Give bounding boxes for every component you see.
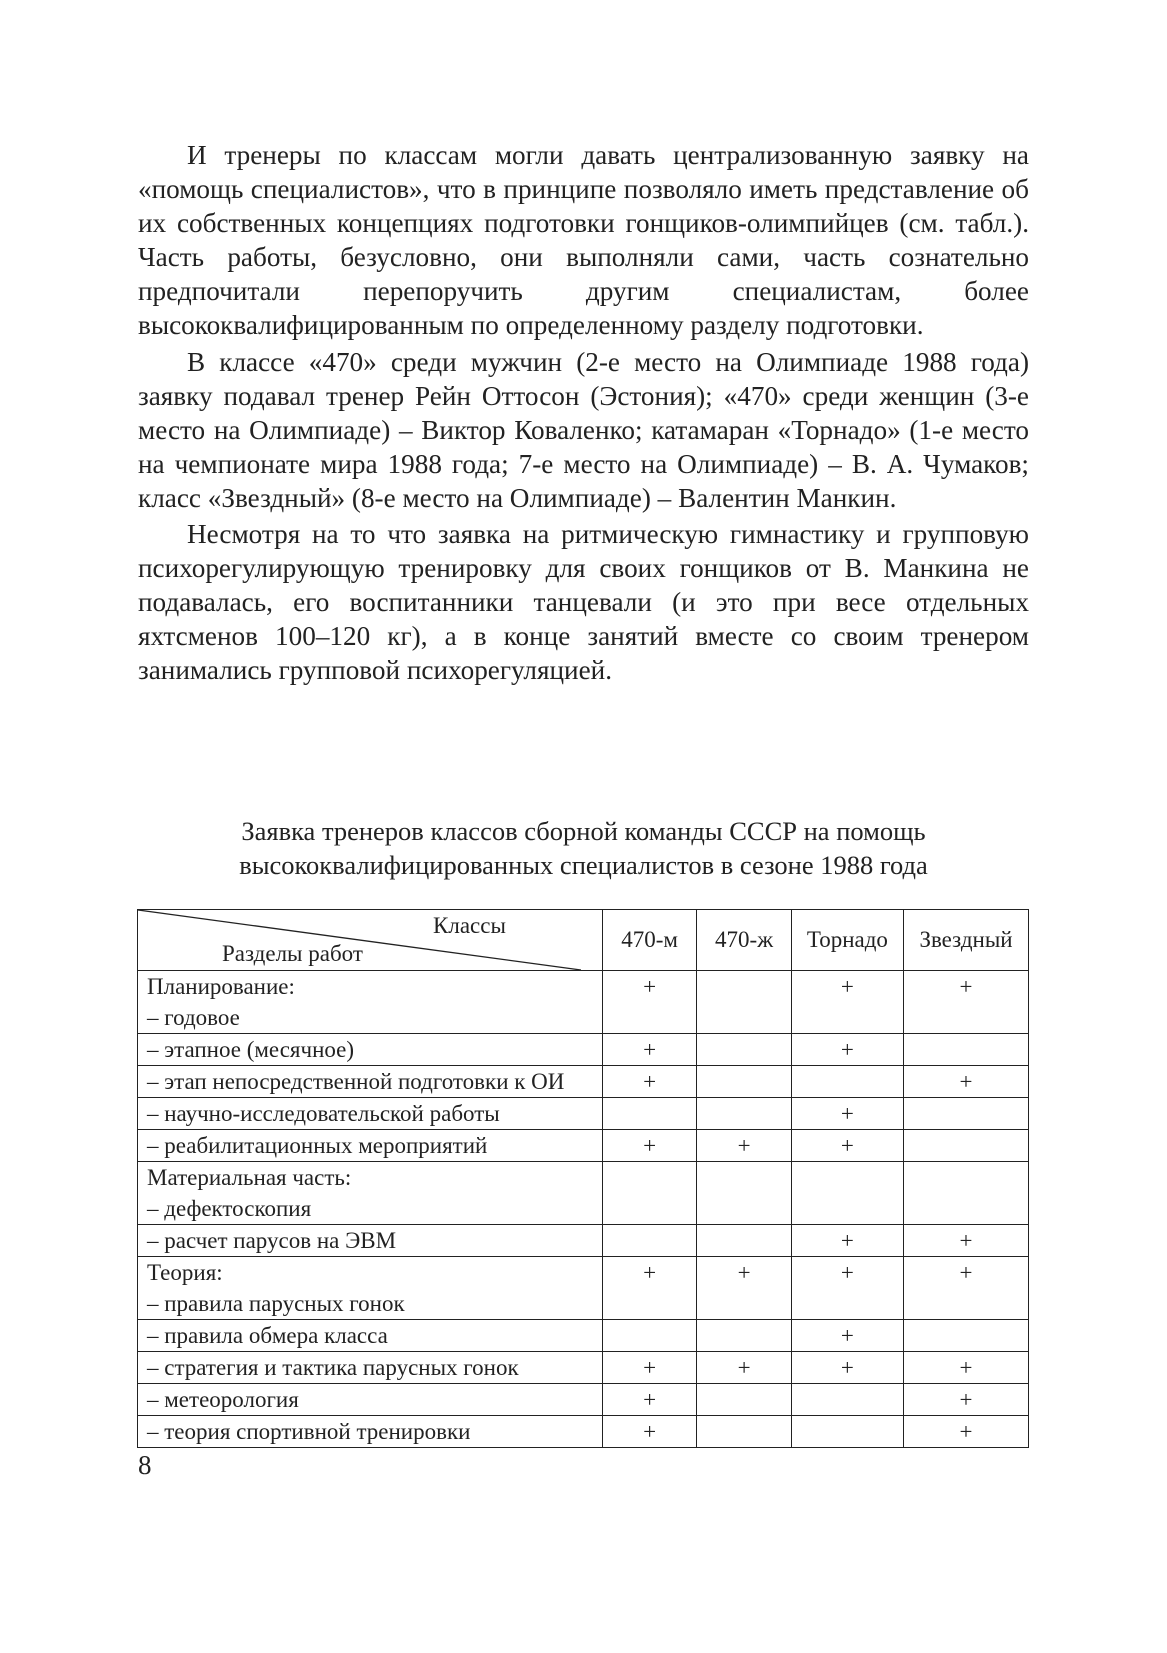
column-header: Звездный: [904, 910, 1029, 971]
plus-mark: +: [840, 1101, 854, 1126]
caption-line-1: Заявка тренеров классов сборной команды СССР на помощь: [241, 816, 926, 846]
header-sections: Разделы работ: [222, 941, 363, 966]
plus-mark: +: [840, 1323, 854, 1348]
mark-cell: [904, 1162, 1029, 1225]
mark-cell: [791, 1384, 903, 1416]
mark-cell: [791, 1034, 903, 1066]
column-header: Торнадо: [791, 910, 903, 971]
mark-cell: [904, 1352, 1029, 1384]
section-label-cell: [138, 1257, 603, 1320]
mark-cell: [791, 1130, 903, 1162]
plus-mark: +: [840, 1133, 854, 1158]
plus-mark: +: [643, 1260, 657, 1285]
mark-cell: [602, 971, 696, 1034]
mark-cell: [602, 1066, 696, 1098]
plus-mark: +: [840, 1037, 854, 1062]
work-sections-table: [137, 909, 1029, 1448]
mark-cell: [791, 1162, 903, 1225]
plus-mark: +: [643, 1069, 657, 1094]
table-row: [138, 1257, 1029, 1320]
diagonal-header-cell: [138, 910, 603, 971]
plus-mark: +: [840, 974, 854, 999]
table-row: [138, 1130, 1029, 1162]
section-label-line: – правила парусных гонок: [147, 1291, 405, 1316]
plus-mark: +: [959, 1355, 973, 1380]
section-label-line: – дефектоскопия: [147, 1196, 312, 1221]
plus-mark: +: [737, 1260, 751, 1285]
mark-cell: [904, 1416, 1029, 1448]
page-number: 8: [138, 1450, 152, 1480]
plus-mark: +: [959, 1228, 973, 1253]
table-row: [138, 1416, 1029, 1448]
mark-cell: [791, 971, 903, 1034]
section-label-line: – годовое: [147, 1005, 240, 1030]
mark-cell: [697, 1416, 791, 1448]
section-label-line: – научно-исследовательской работы: [147, 1101, 500, 1126]
section-label-line: – метеорология: [147, 1387, 299, 1412]
table-row: [138, 971, 1029, 1034]
section-label-line: – этапное (месячное): [147, 1037, 355, 1062]
plus-mark: +: [643, 1133, 657, 1158]
table-row: [138, 1034, 1029, 1066]
plus-mark: +: [643, 1387, 657, 1412]
mark-cell: [904, 1098, 1029, 1130]
mark-cell: [697, 1034, 791, 1066]
header-classes: Классы: [433, 913, 506, 938]
plus-mark: +: [643, 1419, 657, 1444]
section-label-line: Планирование:: [147, 974, 295, 999]
mark-cell: [697, 1130, 791, 1162]
column-header: 470-м: [602, 910, 696, 971]
section-label-cell: [138, 1320, 603, 1352]
plus-mark: +: [959, 974, 973, 999]
section-label-cell: [138, 1416, 603, 1448]
plus-mark: +: [737, 1133, 751, 1158]
paragraph-3: Несмотря на то что заявка на ритмическую гимнастику и групповую психорегулирующую тренировку для своих гонщиков от В. Манкина не подавалась, его воспитанники танцевали (и это при весе отдельных яхтсменов 100–120 кг), а в конце занятий вместе со своим тренером занимались групповой психорегуляцией.: [138, 519, 1029, 686]
plus-mark: +: [737, 1355, 751, 1380]
table-body: [138, 971, 1029, 1448]
mark-cell: [791, 1416, 903, 1448]
body-text: [138, 138, 1029, 690]
section-label-cell: [138, 1066, 603, 1098]
mark-cell: [602, 1416, 696, 1448]
mark-cell: [791, 1098, 903, 1130]
mark-cell: [697, 1352, 791, 1384]
column-header: 470-ж: [697, 910, 791, 971]
plus-mark: +: [643, 1037, 657, 1062]
mark-cell: [602, 1352, 696, 1384]
mark-cell: [697, 971, 791, 1034]
section-label-line: – расчет парусов на ЭВМ: [147, 1228, 397, 1253]
mark-cell: [697, 1162, 791, 1225]
section-label-line: – реабилитационных мероприятий: [147, 1133, 488, 1158]
section-label-cell: [138, 1352, 603, 1384]
mark-cell: [602, 1384, 696, 1416]
paragraph-2: В классе «470» среди мужчин (2-е место на Олимпиаде 1988 года) заявку подавал тренер Рейн Оттосон (Эстония); «470» среди женщин (3-е место на Олимпиаде) – Виктор Коваленко; катамаран «Торнадо» (1-е место на чемпионате мира 1988 года; 7-е место на Олимпиаде) – В. А. Чумаков; класс «Звездный» (8-е место на Олимпиаде) – Валентин Манкин.: [138, 346, 1029, 513]
section-label-line: Теория:: [147, 1260, 223, 1285]
section-label-cell: [138, 1098, 603, 1130]
plus-mark: +: [840, 1228, 854, 1253]
mark-cell: [904, 1034, 1029, 1066]
mark-cell: [697, 1257, 791, 1320]
mark-cell: [904, 1257, 1029, 1320]
table-row: [138, 1352, 1029, 1384]
mark-cell: [602, 1257, 696, 1320]
plus-mark: +: [959, 1069, 973, 1094]
mark-cell: [697, 1384, 791, 1416]
mark-cell: [791, 1225, 903, 1257]
caption-line-2: высококвалифицированных специалистов в сезоне 1988 года: [239, 850, 928, 880]
mark-cell: [602, 1320, 696, 1352]
table-row: [138, 1098, 1029, 1130]
mark-cell: [697, 1098, 791, 1130]
mark-cell: [904, 1130, 1029, 1162]
mark-cell: [697, 1320, 791, 1352]
mark-cell: [602, 1225, 696, 1257]
table-row: [138, 1384, 1029, 1416]
section-label-line: – теория спортивной тренировки: [147, 1419, 471, 1444]
section-label-cell: [138, 1384, 603, 1416]
mark-cell: [791, 1257, 903, 1320]
table-row: [138, 1066, 1029, 1098]
section-label-cell: [138, 1225, 603, 1257]
mark-cell: [904, 1384, 1029, 1416]
mark-cell: [791, 1320, 903, 1352]
plus-mark: +: [959, 1419, 973, 1444]
mark-cell: [791, 1066, 903, 1098]
mark-cell: [904, 1320, 1029, 1352]
mark-cell: [602, 1162, 696, 1225]
section-label-cell: [138, 1034, 603, 1066]
mark-cell: [602, 1034, 696, 1066]
plus-mark: +: [959, 1387, 973, 1412]
section-label-cell: [138, 1130, 603, 1162]
mark-cell: [697, 1225, 791, 1257]
mark-cell: [602, 1130, 696, 1162]
plus-mark: +: [840, 1355, 854, 1380]
table-caption: [138, 814, 1029, 882]
plus-mark: +: [959, 1260, 973, 1285]
mark-cell: [904, 1066, 1029, 1098]
section-label-line: – правила обмера класса: [147, 1323, 388, 1348]
section-label-cell: [138, 971, 603, 1034]
mark-cell: [904, 971, 1029, 1034]
table-row: [138, 1320, 1029, 1352]
section-label-line: – этап непосредственной подготовки к ОИ: [147, 1069, 565, 1094]
plus-mark: +: [840, 1260, 854, 1285]
table-row: [138, 1225, 1029, 1257]
plus-mark: +: [643, 974, 657, 999]
section-label-line: – стратегия и тактика парусных гонок: [147, 1355, 519, 1380]
mark-cell: [697, 1066, 791, 1098]
mark-cell: [791, 1352, 903, 1384]
mark-cell: [602, 1098, 696, 1130]
table-row: [138, 1162, 1029, 1225]
table-header-row: [138, 910, 1029, 971]
paragraph-1: И тренеры по классам могли давать централизованную заявку на «помощь специалистов», что в принципе позволяло иметь представление об их собственных концепциях подготовки гонщиков-олимпийцев (см. табл.). Часть работы, безусловно, они выполняли сами, часть сознательно предпочитали перепоручить другим специалистам, более высококвалифицированным по определенному разделу подготовки.: [138, 140, 1029, 341]
section-label-line: Материальная часть:: [147, 1165, 352, 1190]
plus-mark: +: [643, 1355, 657, 1380]
section-label-cell: [138, 1162, 603, 1225]
mark-cell: [904, 1225, 1029, 1257]
